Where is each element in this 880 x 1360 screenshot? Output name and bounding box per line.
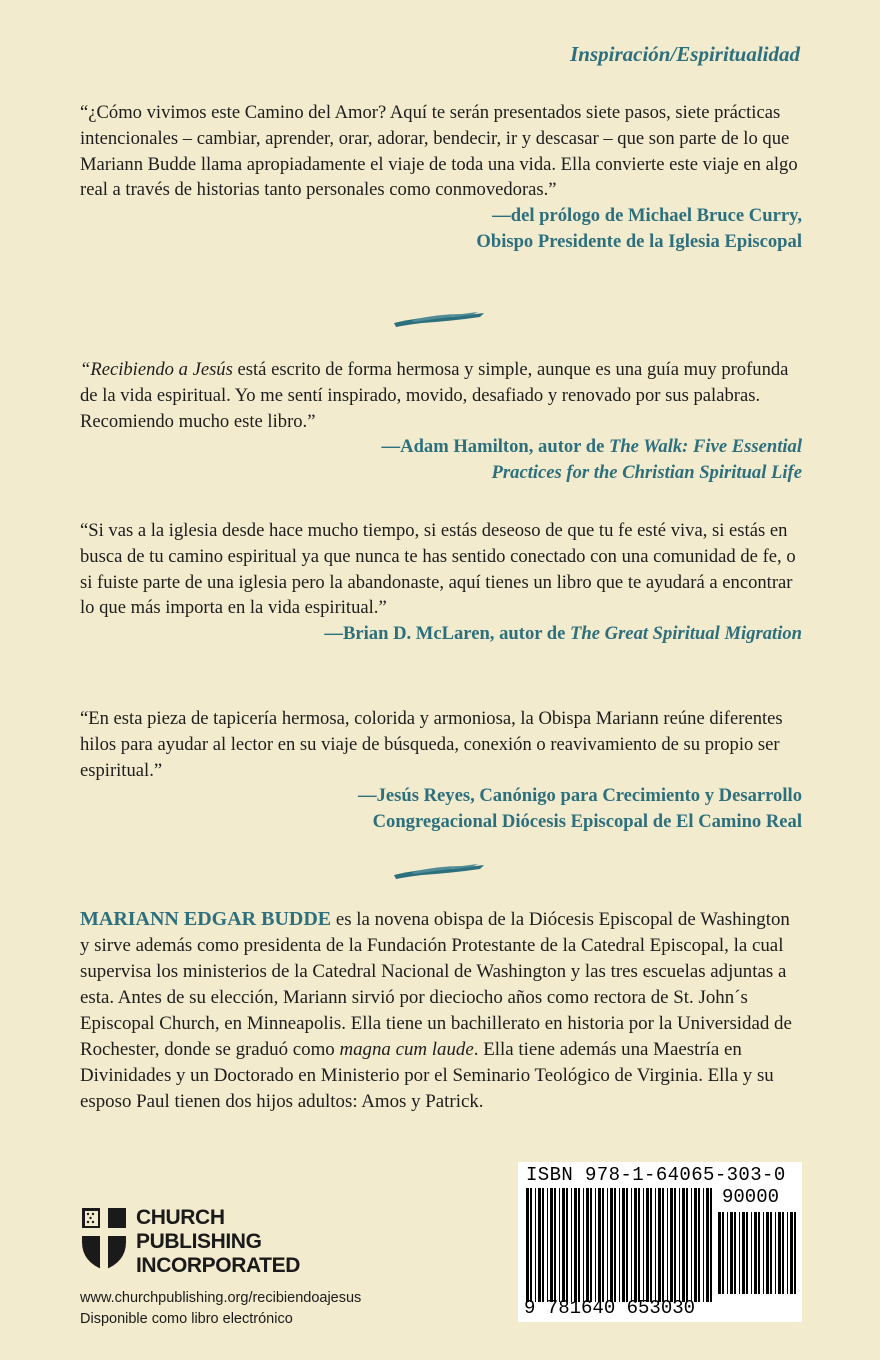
quote-block-2 — [80, 357, 802, 486]
barcode-bar — [650, 1188, 652, 1302]
barcode-bar — [778, 1212, 781, 1294]
barcode-bar — [782, 1212, 784, 1294]
barcode-bar — [746, 1212, 748, 1294]
barcode-bar — [682, 1188, 685, 1302]
barcode-bar — [571, 1188, 572, 1302]
barcode-bar — [751, 1212, 752, 1294]
quote-block-1 — [80, 100, 802, 255]
barcode-bar — [794, 1212, 796, 1294]
barcode-bar — [547, 1188, 548, 1302]
barcode-bar — [631, 1188, 632, 1302]
author-bio-italic: magna cum laude — [339, 1039, 474, 1060]
quote-2-body: está escrito de forma hermosa y simple, aunque es una guía muy profunda de la vida espiritual. Yo me sentí inspirado, movido, desafiado y renovado por sus palabras. Recomiendo mucho este libro.” — [80, 359, 789, 432]
barcode-bar — [655, 1188, 656, 1302]
barcode-bar — [578, 1188, 580, 1302]
quote-3-text: “Si vas a la iglesia desde hace mucho tiempo, si estás deseoso de que tu fe esté viva, si estás en busca de tu camino espiritual ya que nunca te has sentido conectado con una comunidad de fe, o si fuiste parte de una iglesia pero la abandonaste, aquí tienes un libro que te ayudará a encontrar lo que más importa en la vida espiritual.” — [80, 520, 796, 619]
quote-4-attribution — [80, 783, 802, 835]
quote-block-3 — [80, 518, 802, 647]
barcode-bar — [643, 1188, 644, 1302]
barcode-bar — [698, 1188, 700, 1302]
publisher-name — [136, 1206, 300, 1278]
quote-2-book-title: “Recibiendo a Jesús — [80, 359, 233, 380]
barcode-bar — [787, 1212, 788, 1294]
barcode-bar — [674, 1188, 676, 1302]
barcode-bar — [727, 1212, 728, 1294]
price-code: 90000 — [722, 1186, 780, 1208]
barcode-bar — [734, 1212, 736, 1294]
barcode-bar — [646, 1188, 649, 1302]
barcode-bar — [562, 1188, 565, 1302]
barcode-bar — [670, 1188, 673, 1302]
barcode-bar — [614, 1188, 616, 1302]
barcode-bar — [775, 1212, 776, 1294]
barcode-bar — [758, 1212, 760, 1294]
barcode-bar — [559, 1188, 560, 1302]
shield-cross-icon — [80, 1206, 128, 1272]
quote-2-attribution — [80, 434, 802, 486]
publisher-name-line3: INCORPORATED — [136, 1254, 300, 1277]
quote-2-text — [80, 357, 802, 434]
barcode-bar — [766, 1212, 769, 1294]
barcode-bar — [583, 1188, 584, 1302]
barcode-bar — [739, 1212, 740, 1294]
barcode-bar — [607, 1188, 608, 1302]
brushstroke-divider-icon — [392, 860, 488, 882]
quote-1-attribution-line1: —del prólogo de Michael Bruce Curry, — [492, 205, 802, 227]
quote-1-attribution-line2: Obispo Presidente de la Iglesia Episcopal — [476, 230, 802, 252]
barcode-bar — [658, 1188, 661, 1302]
barcode-bar — [538, 1188, 541, 1302]
quote-3-author: —Brian D. McLaren, autor de — [324, 623, 571, 645]
barcode-bar — [626, 1188, 628, 1302]
barcode-bar — [686, 1188, 688, 1302]
quote-4-attribution-line2: Congregacional Diócesis Episcopal de El Camino Real — [372, 811, 802, 833]
barcode-bar — [662, 1188, 664, 1302]
publisher-name-line1: CHURCH — [136, 1206, 225, 1229]
barcode-bar — [595, 1188, 596, 1302]
barcode-bar — [619, 1188, 620, 1302]
quote-2-author-book-line2: Practices for the Christian Spiritual Life — [491, 462, 802, 484]
barcode-bar — [742, 1212, 745, 1294]
barcode-bar — [634, 1188, 637, 1302]
author-bio-text-end: . Ella tiene además una Maestría en Divinidades y un Doctorado en Ministerio por el Seminario Teológico de Virginia. Ella y su esposo Paul tienen dos hijos adultos: Amos y Patrick. — [80, 1039, 774, 1112]
quote-3-attribution — [80, 621, 802, 647]
barcode-bar — [535, 1188, 536, 1302]
barcode-bar — [598, 1188, 601, 1302]
barcode-bar — [763, 1212, 764, 1294]
quote-block-4 — [80, 706, 802, 835]
barcode-bar — [590, 1188, 592, 1302]
barcode-bar — [679, 1188, 680, 1302]
barcode-bar — [638, 1188, 640, 1302]
barcode-bar — [754, 1212, 757, 1294]
quote-2-author-book: The Walk: Five Essential — [608, 436, 802, 458]
author-bio — [80, 906, 802, 1115]
barcode-bar — [790, 1212, 793, 1294]
barcode-bar — [542, 1188, 544, 1302]
brushstroke-divider-icon — [392, 308, 488, 330]
quote-1-attribution — [80, 203, 802, 255]
barcode-bar — [667, 1188, 668, 1302]
barcode-bar — [526, 1188, 529, 1302]
ean-digits: 9 781640 653030 — [524, 1297, 696, 1319]
author-name: MARIANN EDGAR BUDDE — [80, 908, 332, 930]
barcode-bar — [586, 1188, 589, 1302]
barcode-bar — [718, 1212, 721, 1294]
ebook-note: Disponible como libro electrónico — [80, 1311, 293, 1327]
barcode-bar — [694, 1188, 697, 1302]
quote-3-author-book: The Great Spiritual Migration — [570, 623, 802, 645]
quote-2-author: —Adam Hamilton, autor de — [381, 436, 609, 458]
barcode-bar — [622, 1188, 625, 1302]
barcode-bar — [722, 1212, 724, 1294]
barcode-bar — [530, 1188, 532, 1302]
barcode-bar — [610, 1188, 613, 1302]
barcode-bar — [574, 1188, 577, 1302]
publisher-url: www.churchpublishing.org/recibiendoajesus — [80, 1290, 362, 1306]
barcode-bar — [730, 1212, 733, 1294]
isbn-label: ISBN 978-1-64065-303-0 — [526, 1164, 786, 1186]
quote-4-text: “En esta pieza de tapicería hermosa, colorida y armoniosa, la Obispa Mariann reúne diferentes hilos para ayudar al lector en su viaje de búsqueda, conexión o reavivamiento de su propio ser espiritual.” — [80, 708, 783, 781]
barcode-bar — [703, 1188, 704, 1302]
category-label: Inspiración/Espiritualidad — [570, 42, 800, 66]
barcode-bar — [691, 1188, 692, 1302]
publisher-logo — [80, 1206, 300, 1277]
barcode-bar — [706, 1188, 709, 1302]
author-bio-text: es la novena obispa de la Diócesis Episcopal de Washington y sirve además como presidenta de la Fundación Protestante de la Catedral Episcopal, la cual supervisa los ministerios de la Catedral Nacional de Washington y las tres escuelas adjuntas a esta. Antes de su elección, Mariann sirvió por dieciocho años como rectora de St. John´s Episcopal Church, en Minneapolis. Ella tiene un bachillerato en historia por la Universidad de Rochester, donde se graduó como — [80, 909, 792, 1060]
quote-4-attribution-line1: —Jesús Reyes, Canónigo para Crecimiento y Desarrollo — [358, 785, 802, 807]
barcode-bar — [554, 1188, 556, 1302]
barcode-bar — [770, 1212, 772, 1294]
barcode-bar — [566, 1188, 568, 1302]
publisher-footer — [80, 1288, 361, 1330]
barcode-bar — [710, 1188, 712, 1302]
quote-1-text: “¿Cómo vivimos este Camino del Amor? Aquí te serán presentados siete pasos, siete prácticas intencionales – cambiar, aprender, orar, adorar, bendecir, ir y descasar – que son parte de lo que Mariann Budde llama apropiadamente el viaje de toda una vida. Ella convierte este viaje en algo real a través de historias tanto personales como conmovedoras.” — [80, 102, 798, 201]
barcode-bar — [602, 1188, 604, 1302]
isbn-barcode — [518, 1162, 802, 1322]
barcode-bar — [550, 1188, 553, 1302]
publisher-name-line2: PUBLISHING — [136, 1230, 262, 1253]
